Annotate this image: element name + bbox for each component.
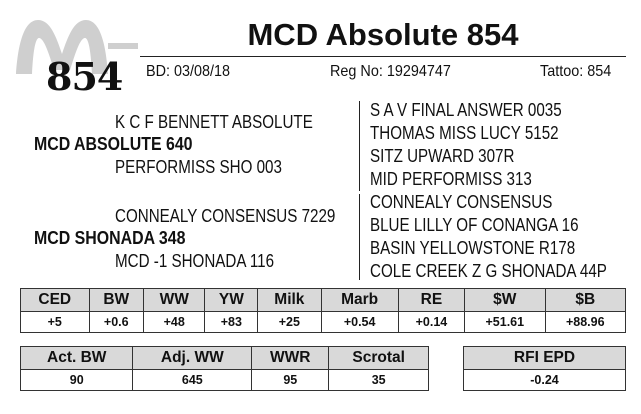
pedigree-right-item: BLUE LILLY OF CONANGA 16 xyxy=(370,214,579,235)
epd-header-marb: Marb xyxy=(321,289,398,312)
epd-header-yw: YW xyxy=(205,289,258,312)
pedigree-right-item: CONNEALY CONSENSUS xyxy=(370,191,553,212)
tattoo: Tattoo: 854 xyxy=(540,63,612,80)
rfi-header: RFI EPD xyxy=(464,347,626,370)
performance-value-adj-ww: 645 xyxy=(133,370,252,391)
epd-value-ww: +48 xyxy=(144,312,205,333)
dam-sire: CONNEALY CONSENSUS 7229 xyxy=(115,205,336,226)
epd-header-bw: BW xyxy=(89,289,143,312)
sire: MCD ABSOLUTE 640 xyxy=(34,133,193,154)
epd-value-row xyxy=(21,312,626,333)
performance-value-wwr: 95 xyxy=(252,370,329,391)
sire-dam: PERFORMISS SHO 003 xyxy=(115,156,282,177)
performance-header-act-bw: Act. BW xyxy=(21,347,133,370)
epd-value-milk: +25 xyxy=(258,312,321,333)
epd-value-ced: +5 xyxy=(21,312,90,333)
epd-header-w-index: $W xyxy=(465,289,545,312)
epd-header-ww: WW xyxy=(144,289,205,312)
registration-number: Reg No: 19294747 xyxy=(330,63,451,80)
rfi-header-row xyxy=(464,347,626,370)
rfi-table xyxy=(463,346,626,391)
performance-header-scrotal: Scrotal xyxy=(329,347,429,370)
epd-value-yw: +83 xyxy=(205,312,258,333)
performance-value-act-bw: 90 xyxy=(21,370,133,391)
pedigree-bracket-bottom xyxy=(359,194,360,280)
dam: MCD SHONADA 348 xyxy=(34,227,186,248)
epd-value-re: +0.14 xyxy=(398,312,464,333)
epd-header-milk: Milk xyxy=(258,289,321,312)
epd-value-marb: +0.54 xyxy=(321,312,398,333)
lot-number: 854 xyxy=(46,54,123,99)
pedigree-right-item: SITZ UPWARD 307R xyxy=(370,145,515,166)
epd-value-b-index: +88.96 xyxy=(545,312,626,333)
epd-table xyxy=(20,288,626,333)
rfi-value-row xyxy=(464,370,626,391)
page-title: MCD Absolute 854 xyxy=(247,17,519,52)
rfi-value: -0.24 xyxy=(464,370,626,391)
sire-sire: K C F BENNETT ABSOLUTE xyxy=(115,111,313,132)
performance-header-adj-ww: Adj. WW xyxy=(133,347,252,370)
epd-value-w-index: +51.61 xyxy=(465,312,545,333)
performance-value-scrotal: 35 xyxy=(329,370,429,391)
dam-dam: MCD -1 SHONADA 116 xyxy=(115,250,275,271)
epd-value-bw: +0.6 xyxy=(89,312,143,333)
epd-header-re: RE xyxy=(398,289,464,312)
performance-table xyxy=(20,346,429,391)
pedigree-bracket-top xyxy=(359,101,360,191)
pedigree-right-item: S A V FINAL ANSWER 0035 xyxy=(370,99,562,120)
epd-header-row xyxy=(21,289,626,312)
header-divider xyxy=(140,56,626,57)
performance-header-wwr: WWR xyxy=(252,347,329,370)
pedigree-right-item: MID PERFORMISS 313 xyxy=(370,168,532,189)
epd-header-ced: CED xyxy=(21,289,90,312)
pedigree-right-item: THOMAS MISS LUCY 5152 xyxy=(370,122,559,143)
pedigree-right-item: COLE CREEK Z G SHONADA 44P xyxy=(370,260,607,281)
birth-date: BD: 03/08/18 xyxy=(146,63,231,80)
epd-header-b-index: $B xyxy=(545,289,626,312)
performance-value-row xyxy=(21,370,429,391)
pedigree-right-item: BASIN YELLOWSTONE R178 xyxy=(370,237,576,258)
performance-header-row xyxy=(21,347,429,370)
